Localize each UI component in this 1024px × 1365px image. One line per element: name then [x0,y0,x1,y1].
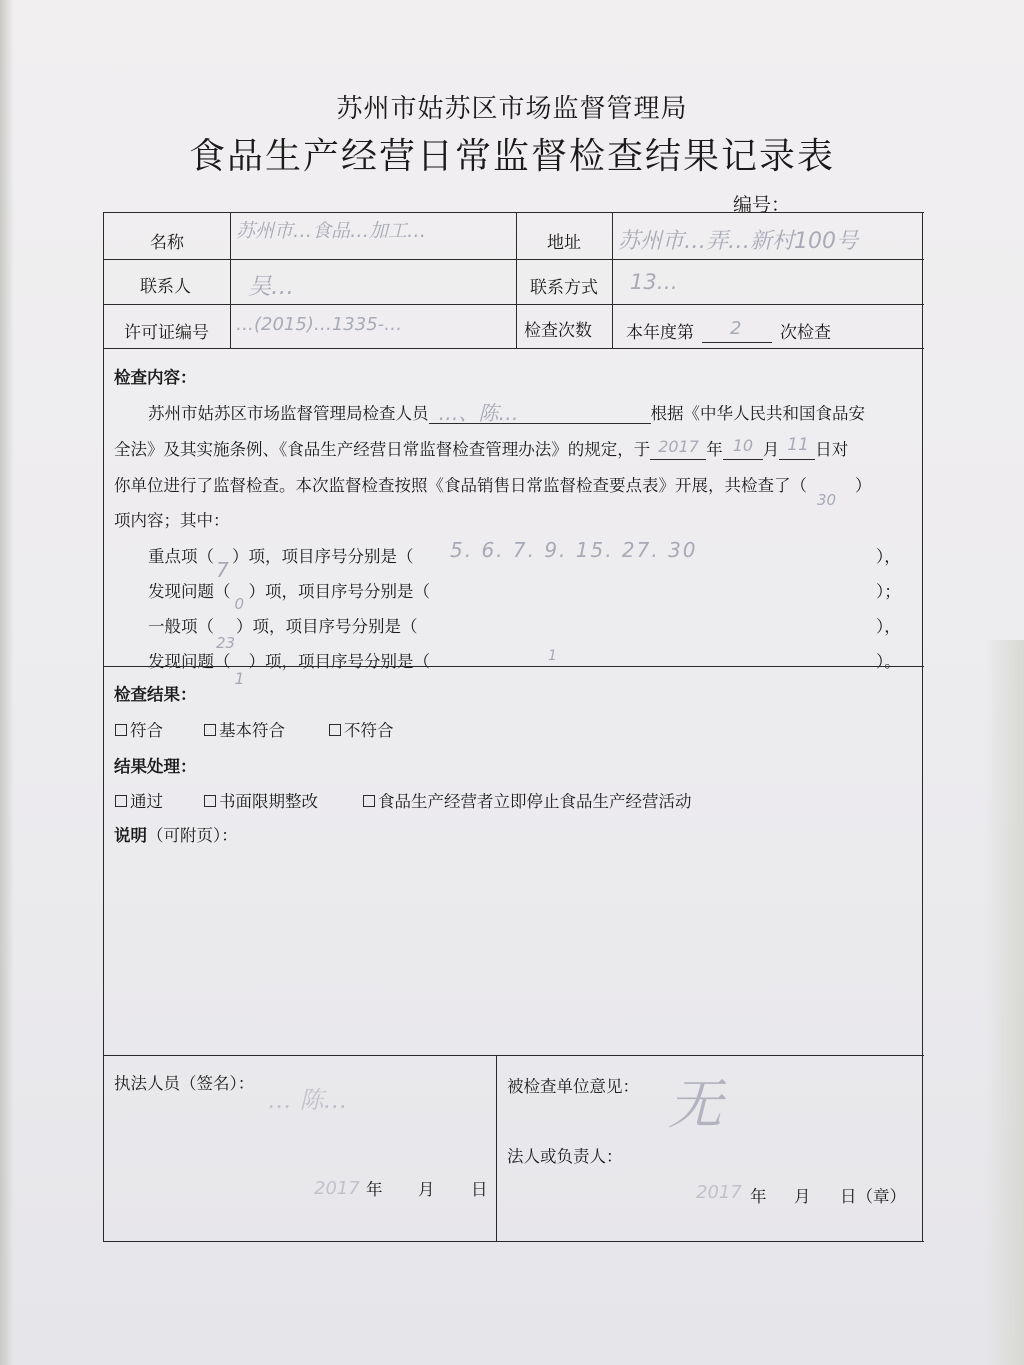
opinion-label: 被检查单位意见： [507,1077,639,1096]
inspection-line1-b: 根据《中华人民共和国食品安 [650,404,865,423]
checkbox-icon [115,724,127,736]
paper-edge-shadow [0,0,14,1365]
table-right-border [922,212,923,1242]
general-items-count: 23 [216,634,236,652]
year-value: 2017 [658,437,699,456]
inspection-line-2 [114,436,848,460]
result-option-label: 不符合 [344,721,394,740]
checkbox-icon [363,795,375,807]
agency-name: 苏州市姑苏区市场监督管理局 [336,94,688,124]
key-problems-mid: ）项，项目序号分别是（ [248,582,430,601]
inspectors-blank [429,401,651,425]
key-items-prefix: 重点项（ [148,547,214,566]
note-line [114,822,238,846]
form-title: 食品生产经营日常监督检查结果记录表 [188,136,835,177]
result-option-basically-compliant[interactable] [204,717,285,741]
year-blank [650,437,706,460]
license-label: 许可证编号 [124,323,209,343]
month-value: 10 [732,436,754,455]
handling-option-rectify[interactable] [204,788,318,812]
year-label: 年 [706,440,723,459]
count-blank [702,318,772,343]
month-blank [723,436,763,460]
handling-option-label: 书面限期整改 [219,792,318,811]
name-label: 名称 [150,233,184,253]
handling-option-pass[interactable] [115,788,163,812]
key-problems-prefix: 发现问题（ [148,582,231,601]
inspection-count-text [626,318,831,343]
signature-col-divider [496,1055,497,1241]
general-problems-end: ）。 [876,652,901,671]
note-paren: （可附页）： [147,826,238,845]
handling-option-label: 食品生产经营者立即停止食品生产经营活动 [378,792,692,811]
officer-signature: … 陈… [268,1086,348,1114]
result-option-compliant[interactable] [115,717,163,741]
checkbox-icon [115,795,127,807]
inspection-line-1 [148,400,865,424]
table-bottom-border [103,1241,924,1242]
inspectors-value: …、陈… [438,401,519,425]
result-option-label: 符合 [130,721,163,740]
general-problems-line [148,648,430,688]
handling-option-label: 通过 [130,792,163,811]
inspection-heading: 检查内容： [114,368,197,387]
officer-month-label: 月 [418,1180,435,1199]
col-divider-1 [230,212,231,348]
count-prefix: 本年度第 [626,323,694,343]
general-items-mid: ）项，项目序号分别是（ [236,617,418,636]
result-heading: 检查结果： [114,685,197,704]
content-divider [103,666,924,667]
inspection-line3-end: ） [855,476,872,495]
general-problems-mid: ）项，项目序号分别是（ [248,652,430,671]
phone-value: 13… [630,270,678,294]
contact-label: 联系人 [140,277,191,297]
row-divider-2 [103,304,924,305]
address-label: 地址 [547,233,581,253]
general-problems-list: 1 [548,648,557,664]
row-divider-1 [103,259,924,260]
inspection-line2-a: 全法》及其实施条例、《食品生产经营日常监督检查管理办法》的规定，于 [114,440,651,459]
legal-year-label: 年 [750,1187,767,1206]
inspection-line3: 你单位进行了监督检查。本次监督检查按照《食品销售日常监督检查要点表》开展，共检查了（ [114,476,807,495]
serial-number-label: 编号： [733,194,791,216]
key-problems-end: ）； [876,582,901,601]
key-problems-count: 0 [234,595,245,613]
month-label: 月 [762,440,780,459]
general-problems-count: 1 [234,669,245,688]
col-divider-3 [612,212,613,348]
inspection-count-label: 检查次数 [524,321,592,341]
inspection-line1-a: 苏州市姑苏区市场监督管理局检查人员 [148,404,429,423]
general-items-line [148,613,418,652]
key-items-mid: ）项，项目序号分别是（ [232,547,414,566]
table-left-border [103,212,104,1242]
table-top-border [103,212,924,213]
general-items-prefix: 一般项（ [148,617,214,636]
row-divider-3 [103,348,924,349]
general-items-end: ）， [876,617,901,636]
legal-label: 法人或负责人： [507,1147,623,1166]
result-option-noncompliant[interactable] [329,717,394,741]
key-items-list: 5. 6. 7. 9. 15. 27. 30 [450,538,698,562]
legal-year-value: 2017 [696,1182,742,1203]
legal-day-seal-label: 日（章） [840,1187,906,1206]
day-value: 11 [787,435,809,455]
checkbox-icon [204,724,216,736]
count-suffix: 次检查 [780,323,831,343]
officer-label: 执法人员（签名）： [114,1074,255,1093]
col-divider-2 [516,212,517,348]
inspection-line-4: 项内容；其中： [114,511,230,530]
note-label: 说明 [114,826,147,845]
paper-right-edge [984,640,1024,1365]
general-problems-prefix: 发现问题（ [148,652,231,671]
legal-month-label: 月 [794,1187,811,1206]
key-items-line [148,543,414,582]
signature-divider [103,1055,924,1056]
contact-value: 吴… [248,274,294,300]
checkbox-icon [204,795,216,807]
checkbox-icon [329,724,341,736]
address-value: 苏州市…弄…新村100号 [618,229,858,254]
handling-heading: 结果处理： [114,757,197,776]
opinion-value: 无 [668,1073,722,1136]
name-value: 苏州市…食品…加工… [236,220,427,242]
handling-option-stop[interactable] [363,788,692,812]
day-label: 日对 [815,440,849,459]
license-value: …(2015)…1335-… [236,314,403,335]
key-items-end: ）， [876,547,901,566]
result-option-label: 基本符合 [219,721,285,740]
phone-label: 联系方式 [530,278,598,298]
officer-year-label: 年 [366,1180,383,1199]
count-value: 2 [730,318,742,339]
inspection-line-3 [114,472,872,509]
officer-day-label: 日 [471,1180,488,1199]
key-problems-line [148,578,430,613]
key-items-count: 7 [216,558,229,582]
officer-year-value: 2017 [314,1178,360,1199]
total-items-value: 30 [817,491,837,509]
day-blank [779,435,815,460]
